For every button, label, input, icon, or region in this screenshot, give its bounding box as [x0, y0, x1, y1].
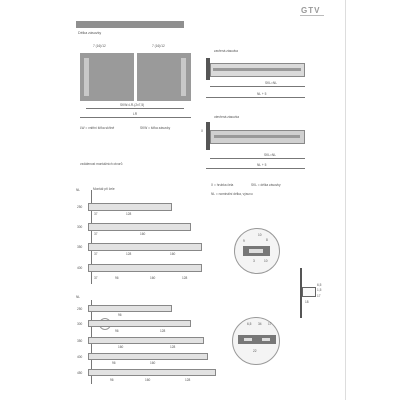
- detail-2-dim: 17: [317, 294, 321, 298]
- detail-3-dim: 6,5: [247, 322, 252, 326]
- open-dim-outer-label: NL + 5: [257, 163, 267, 167]
- rails2-row-450-label: 450: [77, 371, 83, 375]
- rails1-annotation: Montáž při čele: [93, 187, 115, 191]
- dim-right-label: 7 (16)/12: [152, 44, 165, 48]
- rails1-dim: 160: [140, 232, 146, 236]
- detail-3-slot-b: [262, 338, 270, 341]
- rails1-row-300-label: 300: [77, 225, 83, 229]
- open-rail-slot: [214, 135, 300, 138]
- brand-logo: GTV: [301, 6, 321, 15]
- detail-3-slot-a: [244, 338, 252, 341]
- rails1-axis-label: NL: [76, 188, 81, 192]
- detail-3-dim: 22: [253, 349, 257, 353]
- rails1-rail-350: [88, 243, 202, 251]
- section-title-mounting: vzdálenost montážních otvorů: [80, 162, 123, 166]
- rails2-rail-350: [88, 337, 204, 344]
- rails1-dim: 37: [94, 212, 98, 216]
- logo-underline: [300, 15, 324, 16]
- rails2-row-350-label: 350: [77, 339, 83, 343]
- dim-left-label: 7 (16)/12: [93, 44, 106, 48]
- rails2-dim: 128: [185, 378, 191, 382]
- detail-2-profile: [302, 287, 316, 297]
- detail-1-dim: 10: [264, 259, 268, 263]
- detail-2-dim: 18: [305, 300, 309, 304]
- closed-dim-outer-label: NL + 5: [257, 92, 267, 96]
- section-title-open: otevřená zásuvka: [214, 115, 239, 119]
- rails2-axis-label: NL: [76, 295, 81, 299]
- rails1-row-250-label: 250: [77, 205, 83, 209]
- rails2-rail-450: [88, 369, 216, 376]
- detail-2-dim: 1,5: [317, 288, 322, 292]
- detail-1-dim: 10: [258, 233, 262, 237]
- full-dim-label: LR: [133, 112, 138, 116]
- detail-1-dim: 9: [243, 239, 245, 243]
- rails1-dim: 128: [182, 276, 188, 280]
- closed-rail-slot: [213, 68, 301, 71]
- rails2-rail-300: [88, 320, 191, 327]
- section-title-closed: zavřená zásuvka: [214, 49, 238, 53]
- rails2-dim: 160: [150, 361, 156, 365]
- rails2-row-400-label: 400: [77, 355, 83, 359]
- detail-1-dim: 8: [266, 238, 268, 242]
- rails2-dim: 128: [170, 345, 176, 349]
- rails2-dim: 128: [160, 329, 166, 333]
- rails1-dim: 160: [170, 252, 176, 256]
- rails1-row-400-label: 400: [77, 266, 83, 270]
- rails1-dim: 96: [115, 276, 119, 280]
- mid-dim-label: SKW=LR-(2x7,5): [120, 103, 145, 107]
- rails1-rail-300: [88, 223, 191, 231]
- rails2-dim: 96: [118, 313, 122, 317]
- detail-1-dim: 3: [253, 259, 255, 263]
- header-bar: [76, 21, 184, 28]
- rails1-dim: 37: [94, 232, 98, 236]
- rails1-dim: 160: [150, 276, 156, 280]
- legend-x: X = hrubka čela: [211, 183, 234, 187]
- open-x-label: X: [201, 129, 204, 133]
- closed-dim-inner-label: SKL=NL: [265, 81, 277, 85]
- rails2-row-250-label: 250: [77, 307, 83, 311]
- legend-lw: LW = vnitřní šířka skříně: [80, 126, 115, 130]
- legend-nl: NL = nominální délka, výsuvu: [211, 192, 253, 196]
- legend-skw: SKW = šířka zásuvky: [140, 126, 171, 130]
- detail-3-dim: 17: [268, 322, 272, 326]
- rails1-dim: 37: [94, 276, 98, 280]
- rails1-rail-400: [88, 264, 202, 272]
- rails2-dim: 96: [115, 329, 119, 333]
- legend-skl: SKL = délka zásuvky: [251, 183, 281, 187]
- detail-2-dim: 6,5: [317, 283, 322, 287]
- left-rail-profile: [84, 58, 89, 96]
- rails2-dim: 160: [145, 378, 151, 382]
- rails1-rail-250: [88, 203, 172, 211]
- rails1-dim: 128: [126, 252, 132, 256]
- right-rail-profile: [181, 58, 186, 96]
- rails1-dim: 37: [94, 252, 98, 256]
- rails2-row-300-label: 300: [77, 322, 83, 326]
- page-edge: [345, 0, 346, 400]
- detail-3-dim: 34: [258, 322, 262, 326]
- rails1-dim: 128: [126, 212, 132, 216]
- rails2-dim: 96: [112, 361, 116, 365]
- rails2-rail-250: [88, 305, 172, 312]
- rails2-dim: 96: [110, 378, 114, 382]
- rails2-rail-400: [88, 353, 208, 360]
- rails2-dim: 160: [118, 345, 124, 349]
- detail-1-slot: [249, 249, 263, 253]
- open-dim-inner-label: SKL=NL: [264, 153, 276, 157]
- section-title-drawer-length: Délka zásuvky: [78, 31, 102, 35]
- rails1-row-350-label: 350: [77, 245, 83, 249]
